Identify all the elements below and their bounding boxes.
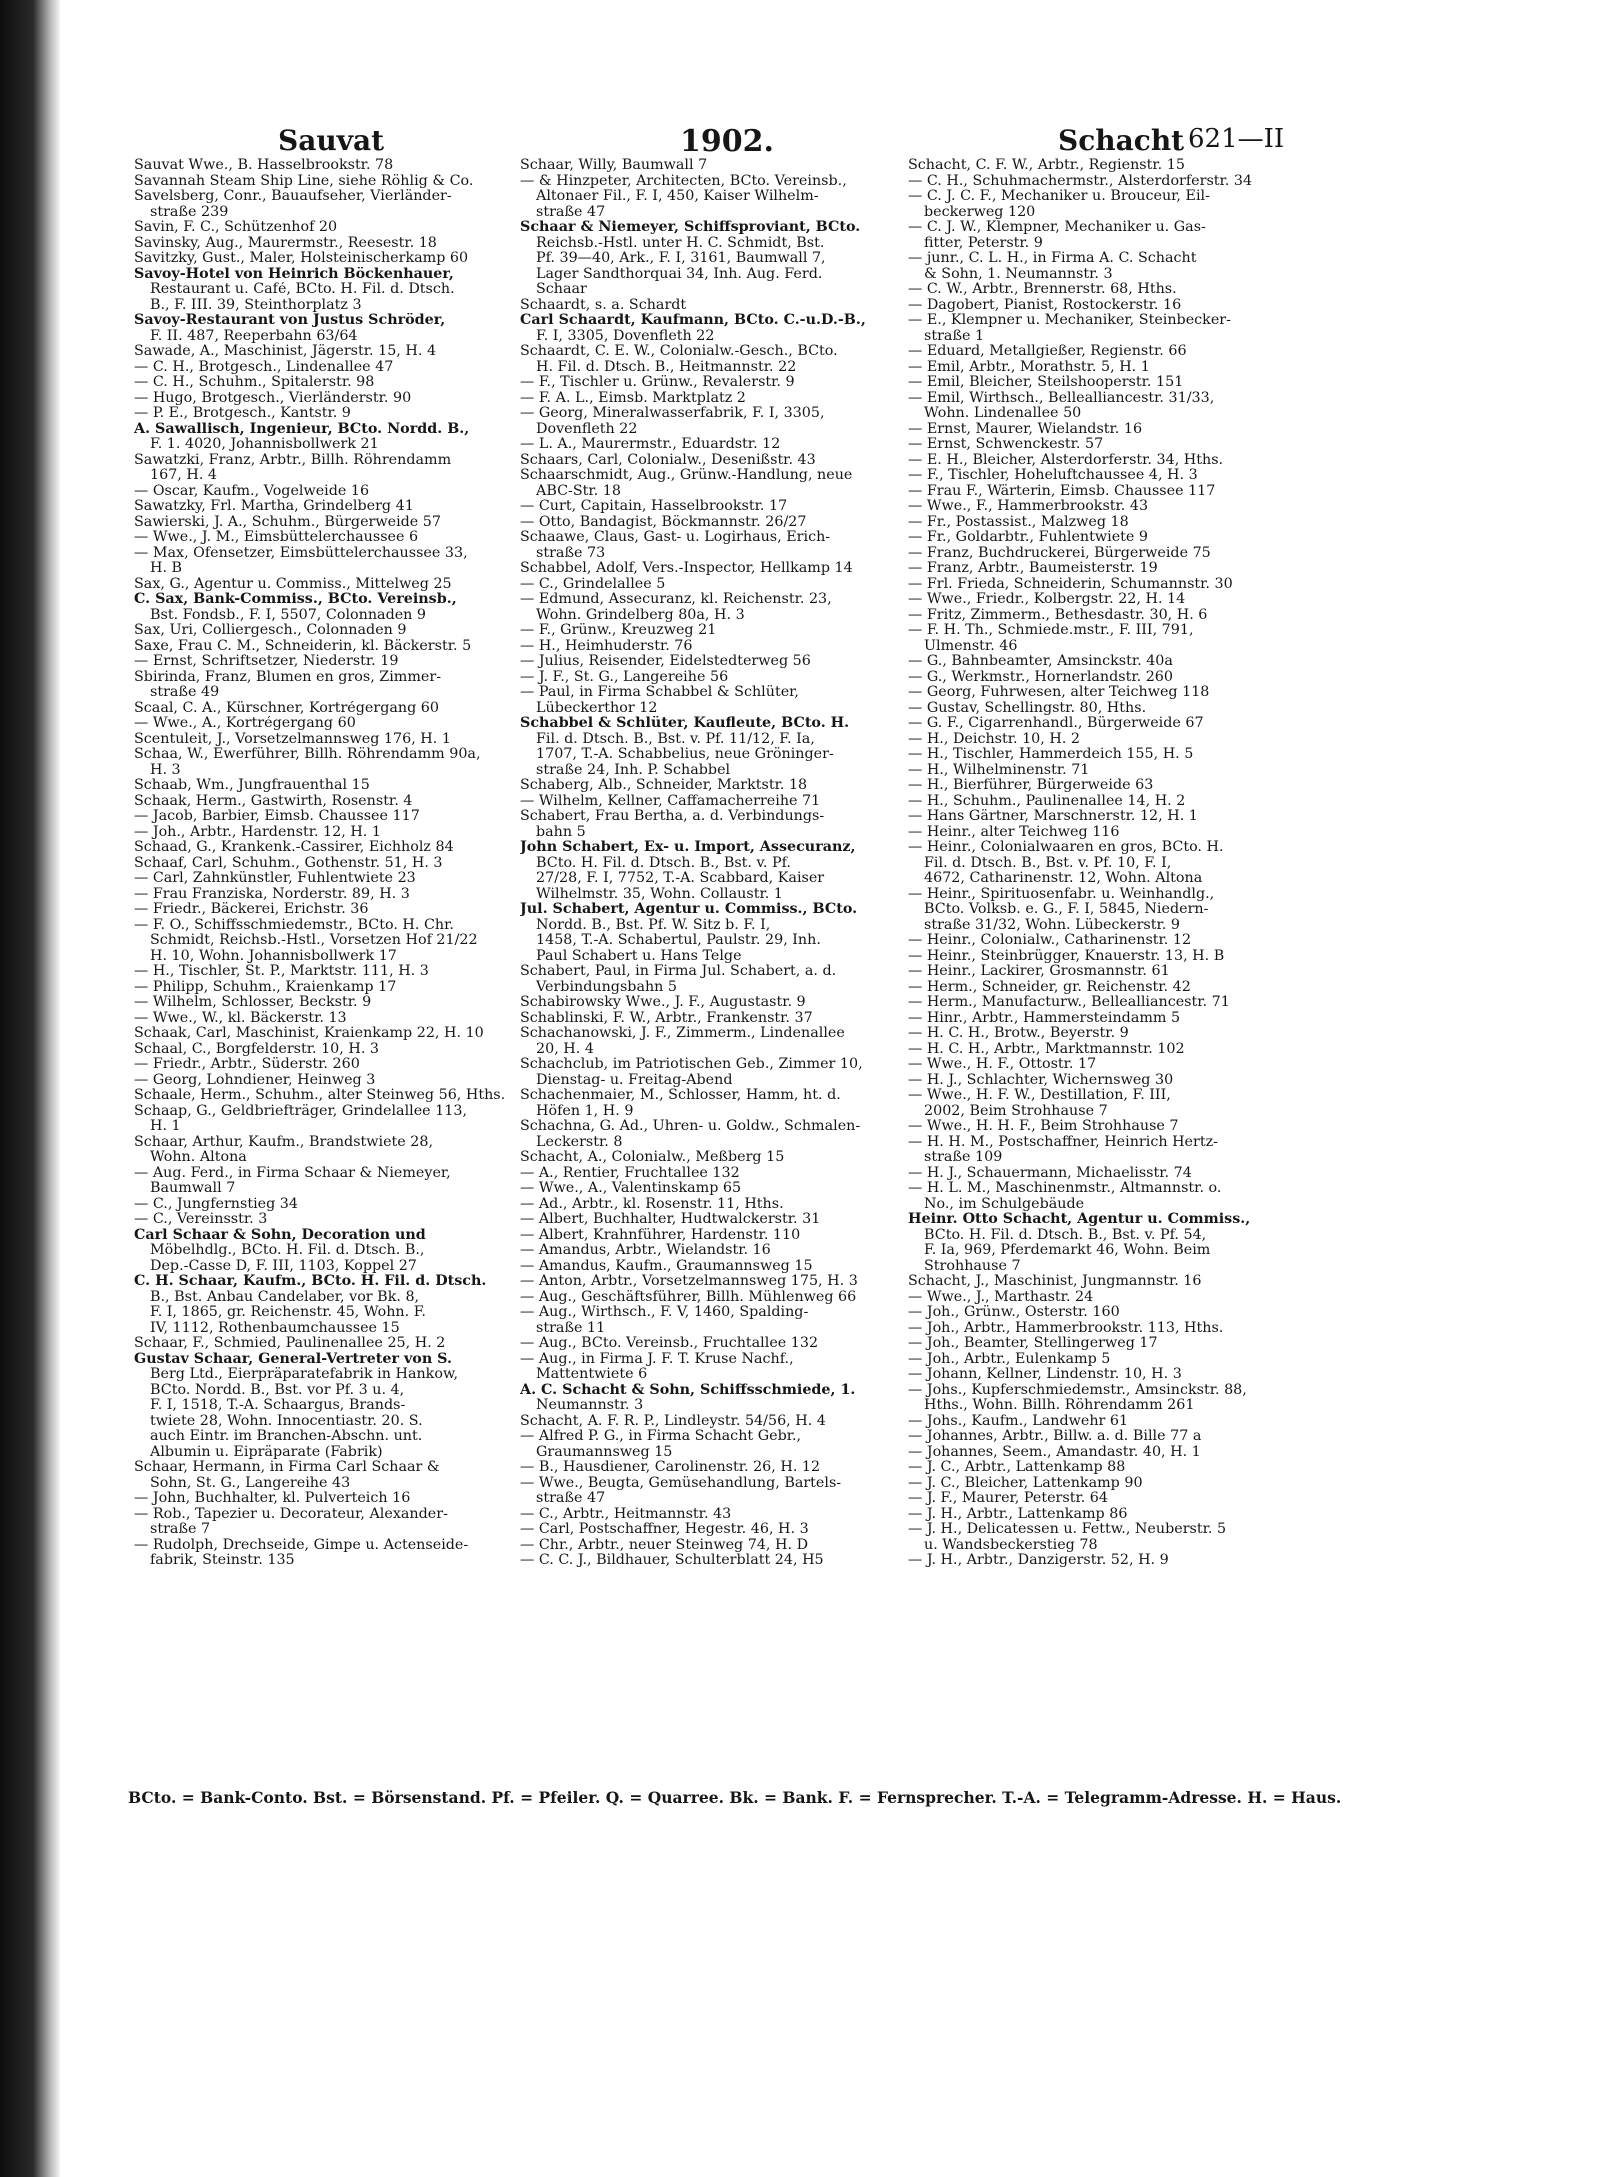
header-left-keyword: Sauvat bbox=[278, 124, 385, 157]
directory-entry-line: — J. C., Bleicher, Lattenkamp 90 bbox=[908, 1475, 1143, 1491]
directory-entry-line: Altonaer Fil., F. I, 450, Kaiser Wilhelm- bbox=[536, 189, 819, 204]
directory-entry-line: — L. A., Maurermstr., Eduardstr. 12 bbox=[520, 437, 781, 452]
directory-entry-line: Schacht, J., Maschinist, Jungmannstr. 16 bbox=[908, 1274, 1202, 1289]
directory-entry-line: Paul Schabert u. Hans Telge bbox=[536, 948, 742, 964]
directory-entry-line: — H. C. H., Brotw., Beyerstr. 9 bbox=[908, 1026, 1129, 1041]
directory-entry-line: — Alfred P. G., in Firma Schacht Gebr., bbox=[520, 1429, 802, 1444]
directory-entry-line: fabrik, Steinstr. 135 bbox=[150, 1553, 295, 1568]
directory-entry-line: — Joh., Beamter, Stellingerweg 17 bbox=[908, 1336, 1158, 1351]
directory-entry-line: — C. J. W., Klempner, Mechaniker u. Gas- bbox=[908, 220, 1206, 235]
directory-entry-line: Carl Schaardt, Kaufmann, BCto. C.-u.D.-B., bbox=[520, 313, 866, 328]
directory-entry-line: straße 7 bbox=[150, 1522, 211, 1537]
directory-entry-line: — Ernst, Schriftsetzer, Niederstr. 19 bbox=[134, 654, 399, 669]
directory-entry-line: — Dagobert, Pianist, Rostockerstr. 16 bbox=[908, 297, 1182, 313]
directory-entry-line: — Joh., Grünw., Osterstr. 160 bbox=[908, 1305, 1120, 1320]
directory-entry-line: Schaal, C., Borgfelderstr. 10, H. 3 bbox=[134, 1041, 380, 1057]
directory-entry-line: — J. H., Arbtr., Danzigerstr. 52, H. 9 bbox=[908, 1553, 1169, 1568]
directory-entry-line: A. Sawallisch, Ingenieur, BCto. Nordd. B., bbox=[134, 421, 470, 437]
header-year: 1902. bbox=[680, 124, 774, 159]
directory-entry-line: 167, H. 4 bbox=[150, 468, 218, 483]
directory-entry-line: — Franz, Arbtr., Baumeisterstr. 19 bbox=[908, 561, 1158, 576]
directory-entry-line: straße 49 bbox=[150, 685, 220, 700]
directory-entry-line: beckerweg 120 bbox=[924, 204, 1036, 220]
directory-entry-line: BCto. Volksb. e. G., F. I, 5845, Niedern- bbox=[924, 902, 1209, 917]
directory-entry-line: — C. C. J., Bildhauer, Schulterblatt 24, H5 bbox=[520, 1553, 824, 1568]
directory-entry-line: — Carl, Postschaffner, Hegestr. 46, H. 3 bbox=[520, 1522, 809, 1537]
directory-entry-line: 27/28, F. I, 7752, T.-A. Scabbard, Kaiser bbox=[536, 871, 825, 886]
directory-entry-line: — G., Bahnbeamter, Amsinckstr. 40a bbox=[908, 654, 1173, 669]
directory-entry-line: — Johann, Kellner, Lindenstr. 10, H. 3 bbox=[908, 1367, 1182, 1382]
directory-entry-line: Sauvat Wwe., B. Hasselbrookstr. 78 bbox=[134, 158, 394, 173]
directory-entry-line: auch Eintr. im Branchen-Abschn. unt. bbox=[150, 1429, 423, 1444]
directory-entry-line: — Rudolph, Drechseide, Gimpe u. Actenseide- bbox=[134, 1537, 469, 1553]
directory-entry-line: — Otto, Bandagist, Böckmannstr. 26/27 bbox=[520, 514, 807, 530]
directory-entry-line: BCto. H. Fil. d. Dtsch. B., Bst. v. Pf. 54, bbox=[924, 1227, 1207, 1243]
directory-entry-line: 1707, T.-A. Schabbelius, neue Gröninger- bbox=[536, 747, 834, 762]
directory-entry-line: Wohn. Altona bbox=[150, 1150, 247, 1165]
column-right bbox=[908, 158, 1286, 1569]
directory-entry-line: & Sohn, 1. Neumannstr. 3 bbox=[924, 266, 1113, 282]
directory-entry-line: — Joh., Arbtr., Hardenstr. 12, H. 1 bbox=[134, 824, 381, 840]
directory-entry-line: — Aug., Geschäftsführer, Billh. Mühlenweg 66 bbox=[520, 1289, 857, 1305]
directory-entry-line: — Chr., Arbtr., neuer Steinweg 74, H. D bbox=[520, 1537, 809, 1553]
directory-entry-line: — H. J., Schauermann, Michaelisstr. 74 bbox=[908, 1165, 1192, 1181]
directory-entry-line: — Hans Gärtner, Marschnerstr. 12, H. 1 bbox=[908, 809, 1198, 824]
directory-entry-line: F. I, 1865, gr. Reichenstr. 45, Wohn. F. bbox=[150, 1305, 426, 1320]
directory-entry-line: — Herm., Schneider, gr. Reichenstr. 42 bbox=[908, 979, 1191, 995]
directory-entry-line: Lager Sandthorquai 34, Inh. Aug. Ferd. bbox=[536, 266, 823, 282]
directory-entry-line: Schaardt, C. E. W., Colonialw.-Gesch., BCto. bbox=[520, 344, 838, 359]
directory-entry-line: — Wwe., Friedr., Kolbergstr. 22, H. 14 bbox=[908, 592, 1186, 607]
directory-entry-line: B., Bst. Anbau Candelaber, vor Bk. 8, bbox=[150, 1289, 420, 1305]
directory-entry-line: Schaab, Wm., Jungfrauenthal 15 bbox=[134, 778, 370, 793]
directory-entry-line: — Franz, Buchdruckerei, Bürgerweide 75 bbox=[908, 545, 1211, 561]
directory-entry-line: — Wwe., J. M., Eimsbüttelerchaussee 6 bbox=[134, 530, 419, 545]
directory-entry-line: F. I, 1518, T.-A. Schaargus, Brands- bbox=[150, 1398, 406, 1413]
directory-entry-line: Verbindungsbahn 5 bbox=[536, 979, 678, 995]
directory-entry-line: Savin, F. C., Schützenhof 20 bbox=[134, 220, 338, 235]
directory-entry-line: — C., Grindelallee 5 bbox=[520, 576, 666, 592]
directory-entry-line: — junr., C. L. H., in Firma A. C. Schacht bbox=[908, 251, 1197, 266]
directory-entry-line: — Aug., in Firma J. F. T. Kruse Nachf., bbox=[520, 1351, 794, 1367]
directory-entry-line: Schaak, Carl, Maschinist, Kraienkamp 22, H. 10 bbox=[134, 1026, 484, 1041]
directory-entry-line: — Amandus, Kaufm., Graumannsweg 15 bbox=[520, 1258, 813, 1274]
directory-entry-line: — Aug., Wirthsch., F. V, 1460, Spalding- bbox=[520, 1305, 809, 1320]
directory-entry-line: — Emil, Wirthsch., Bellealliancestr. 31/33, bbox=[908, 390, 1215, 406]
directory-entry-line: Schacht, A., Colonialw., Meßberg 15 bbox=[520, 1150, 785, 1165]
directory-entry-line: Schaap, G., Geldbriefträger, Grindelallee 113, bbox=[134, 1103, 468, 1119]
directory-entry-line: Höfen 1, H. 9 bbox=[536, 1103, 634, 1119]
directory-entry-line: bahn 5 bbox=[536, 824, 586, 840]
directory-entry-line: Schabert, Frau Bertha, a. d. Verbindungs- bbox=[520, 809, 825, 824]
directory-entry-line: — Anton, Arbtr., Vorsetzelmannsweg 175, H. 3 bbox=[520, 1274, 858, 1289]
directory-entry-line: IV, 1112, Rothenbaumchaussee 15 bbox=[150, 1320, 400, 1336]
directory-entry-line: — Wilhelm, Kellner, Caffamacherreihe 71 bbox=[520, 793, 821, 809]
directory-entry-line: — Wwe., A., Kortrégergang 60 bbox=[134, 716, 356, 731]
directory-entry-line: — Herm., Manufacturw., Bellealliancestr. 71 bbox=[908, 995, 1230, 1010]
directory-entry-line: Scentuleit, J., Vorsetzelmannsweg 176, H. 1 bbox=[134, 731, 451, 747]
scan-edge bbox=[0, 0, 60, 2177]
directory-entry-line: — H. H. M., Postschaffner, Heinrich Hertz- bbox=[908, 1134, 1218, 1150]
page-number: 621—II bbox=[1188, 124, 1285, 154]
directory-entry-line: — F., Grünw., Kreuzweg 21 bbox=[520, 623, 717, 638]
directory-entry-line: Baumwall 7 bbox=[150, 1181, 236, 1196]
directory-entry-line: BCto. Nordd. B., Bst. vor Pf. 3 u. 4, bbox=[150, 1382, 405, 1398]
directory-entry-line: — Joh., Arbtr., Hammerbrookstr. 113, Hths. bbox=[908, 1320, 1224, 1336]
directory-entry-line: — Johannes, Arbtr., Billw. a. d. Bille 77 a bbox=[908, 1429, 1202, 1444]
directory-entry-line: Schaar & Niemeyer, Schiffsproviant, BCto. bbox=[520, 220, 861, 235]
directory-entry-line: — E., Klempner u. Mechaniker, Steinbecker- bbox=[908, 313, 1231, 328]
directory-entry-line: Carl Schaar & Sohn, Decoration und bbox=[134, 1227, 426, 1243]
directory-entry-line: — Heinr., Lackirer, Grosmannstr. 61 bbox=[908, 964, 1170, 979]
directory-entry-line: Schaar, Willy, Baumwall 7 bbox=[520, 158, 708, 173]
directory-entry-line: straße 47 bbox=[536, 204, 606, 220]
directory-entry-line: — P. E., Brotgesch., Kantstr. 9 bbox=[134, 406, 351, 421]
directory-entry-line: — H. C. H., Arbtr., Marktmannstr. 102 bbox=[908, 1041, 1185, 1057]
directory-entry-line: — H., Deichstr. 10, H. 2 bbox=[908, 731, 1081, 747]
directory-entry-line: Leckerstr. 8 bbox=[536, 1134, 623, 1150]
directory-entry-line: — F. H. Th., Schmiede.mstr., F. III, 791, bbox=[908, 623, 1194, 638]
directory-entry-line: Savelsberg, Conr., Bauaufseher, Vierländer- bbox=[134, 189, 452, 204]
column-left bbox=[134, 158, 512, 1569]
directory-entry-line: Fil. d. Dtsch. B., Bst. v. Pf. 11/12, F. Ia, bbox=[536, 731, 815, 747]
directory-entry-line: — Frau Franziska, Norderstr. 89, H. 3 bbox=[134, 886, 410, 902]
directory-page bbox=[128, 112, 1342, 1852]
directory-entry-line: — Rob., Tapezier u. Decorateur, Alexander- bbox=[134, 1506, 448, 1522]
directory-entry-line: B., F. III. 39, Steinthorplatz 3 bbox=[150, 297, 362, 313]
directory-entry-line: — H. L. M., Maschinenmstr., Altmannstr. o. bbox=[908, 1181, 1222, 1196]
directory-entry-line: Lübeckerthor 12 bbox=[536, 700, 658, 716]
directory-entry-line: — Heinr., Colonialwaaren en gros, BCto. H. bbox=[908, 840, 1224, 855]
directory-entry-line: Schachenmaier, M., Schlosser, Hamm, ht. d. bbox=[520, 1088, 841, 1103]
directory-entry-line: — Aug., BCto. Vereinsb., Fruchtallee 132 bbox=[520, 1336, 819, 1351]
directory-entry-line: — J. H., Delicatessen u. Fettw., Neuberstr. 5 bbox=[908, 1522, 1227, 1537]
directory-entry-line: Dep.-Casse D, F. III, 1103, Koppel 27 bbox=[150, 1258, 417, 1274]
directory-entry-line: — Julius, Reisender, Eidelstedterweg 56 bbox=[520, 654, 811, 669]
directory-entry-line: — Wwe., J., Marthastr. 24 bbox=[908, 1289, 1094, 1305]
directory-entry-line: Sax, Uri, Colliergesch., Colonnaden 9 bbox=[134, 623, 407, 638]
directory-entry-line: — Amandus, Arbtr., Wielandstr. 16 bbox=[520, 1243, 771, 1258]
directory-entry-line: — Heinr., Spirituosenfabr. u. Weinhandlg., bbox=[908, 886, 1215, 902]
directory-entry-line: F. Ia, 969, Pferdemarkt 46, Wohn. Beim bbox=[924, 1243, 1211, 1258]
directory-entry-line: Savoy-Hotel von Heinrich Böckenhauer, bbox=[134, 266, 454, 282]
directory-entry-line: — Eduard, Metallgießer, Regienstr. 66 bbox=[908, 344, 1187, 359]
directory-entry-line: Reichsb.-Hstl. unter H. C. Schmidt, Bst. bbox=[536, 235, 825, 251]
directory-entry-line: H. B bbox=[150, 561, 183, 576]
directory-entry-line: — C. W., Arbtr., Brennerstr. 68, Hths. bbox=[908, 282, 1177, 297]
directory-entry-line: 4672, Catharinenstr. 12, Wohn. Altona bbox=[924, 871, 1203, 886]
directory-entry-line: C. H. Schaar, Kaufm., BCto. H. Fil. d. Dtsch. bbox=[134, 1274, 487, 1289]
directory-entry-line: Hths., Wohn. Billh. Röhrendamm 261 bbox=[924, 1398, 1195, 1413]
directory-entry-line: — J. C., Arbtr., Lattenkamp 88 bbox=[908, 1460, 1126, 1475]
directory-entry-line: twiete 28, Wohn. Innocentiastr. 20. S. bbox=[150, 1413, 423, 1429]
directory-entry-line: — B., Hausdiener, Carolinenstr. 26, H. 12 bbox=[520, 1460, 821, 1475]
directory-entry-line: — Wwe., H. F., Ottostr. 17 bbox=[908, 1057, 1097, 1072]
directory-entry-line: — Paul, in Firma Schabbel & Schlüter, bbox=[520, 685, 799, 700]
header-right-keyword: Schacht bbox=[1058, 124, 1185, 157]
directory-entry-line: — H., Bierführer, Bürgerweide 63 bbox=[908, 778, 1154, 793]
abbreviation-legend: BCto. = Bank-Conto. Bst. = Börsenstand. Pf. = Pfeiler. Q. = Quarree. Bk. = Bank. F. = Fernsprecher. T.-A. = Telegramm-Adresse. H. = Haus. bbox=[128, 1788, 1342, 1807]
directory-entry-line: Möbelhdlg., BCto. H. Fil. d. Dtsch. B., bbox=[150, 1243, 425, 1258]
directory-entry-line: Schablinski, F. W., Arbtr., Frankenstr. 37 bbox=[520, 1010, 813, 1026]
directory-entry-line: Sawade, A., Maschinist, Jägerstr. 15, H. 4 bbox=[134, 344, 437, 359]
directory-entry-line: — Albert, Buchhalter, Hudtwalckerstr. 31 bbox=[520, 1212, 821, 1227]
directory-entry-line: — Georg, Fuhrwesen, alter Teichweg 118 bbox=[908, 685, 1210, 700]
directory-entry-line: — C., Jungfernstieg 34 bbox=[134, 1196, 299, 1212]
directory-entry-line: — C. H., Schuhm., Spitalerstr. 98 bbox=[134, 375, 375, 390]
directory-entry-line: — Heinr., Steinbrügger, Knauerstr. 13, H. B bbox=[908, 948, 1225, 964]
directory-entry-line: No., im Schulgebäude bbox=[924, 1196, 1085, 1212]
directory-entry-line: — J. H., Arbtr., Lattenkamp 86 bbox=[908, 1506, 1128, 1522]
directory-entry-line: Restaurant u. Café, BCto. H. Fil. d. Dtsch. bbox=[150, 282, 455, 297]
directory-entry-line: Fil. d. Dtsch. B., Bst. v. Pf. 10, F. I, bbox=[924, 855, 1172, 871]
directory-entry-line: — H., Tischler, Hammerdeich 155, H. 5 bbox=[908, 747, 1194, 762]
directory-entry-line: Schaar bbox=[536, 282, 587, 297]
directory-entry-line: — Emil, Arbtr., Morathstr. 5, H. 1 bbox=[908, 359, 1150, 375]
directory-entry-line: straße 11 bbox=[536, 1320, 606, 1336]
directory-entry-line: F. II. 487, Reeperbahn 63/64 bbox=[150, 328, 358, 344]
directory-entry-line: Savannah Steam Ship Line, siehe Röhlig & Co. bbox=[134, 173, 474, 189]
directory-entry-line: Schaars, Carl, Colonialw., Desenißstr. 43 bbox=[520, 452, 816, 468]
directory-entry-line: — E. H., Bleicher, Alsterdorferstr. 34, Hths. bbox=[908, 452, 1224, 468]
directory-entry-line: Schachanowski, J. F., Zimmerm., Lindenallee bbox=[520, 1026, 845, 1041]
directory-entry-line: — Johs., Kaufm., Landwehr 61 bbox=[908, 1413, 1129, 1429]
directory-entry-line: Schabbel, Adolf, Vers.-Inspector, Hellkamp 14 bbox=[520, 561, 853, 576]
directory-entry-line: Neumannstr. 3 bbox=[536, 1398, 644, 1413]
directory-entry-line: Schmidt, Reichsb.-Hstl., Vorsetzen Hof 21/22 bbox=[150, 933, 478, 948]
directory-entry-line: — H., Wilhelminenstr. 71 bbox=[908, 762, 1090, 778]
directory-entry-line: — Wwe., F., Hammerbrookstr. 43 bbox=[908, 499, 1149, 514]
directory-entry-line: Schaad, G., Krankenk.-Cassirer, Eichholz 84 bbox=[134, 840, 454, 855]
directory-entry-line: — Fr., Goldarbtr., Fuhlentwiete 9 bbox=[908, 530, 1149, 545]
directory-entry-line: ABC-Str. 18 bbox=[536, 483, 621, 499]
directory-entry-line: — J. F., St. G., Langereihe 56 bbox=[520, 669, 729, 685]
directory-entry-line: — Johannes, Seem., Amandastr. 40, H. 1 bbox=[908, 1444, 1201, 1460]
directory-entry-line: — H. J., Schlachter, Wichernsweg 30 bbox=[908, 1072, 1174, 1088]
directory-entry-line: — Georg, Lohndiener, Heinweg 3 bbox=[134, 1072, 376, 1088]
directory-entry-line: Savinsky, Aug., Maurermstr., Reesestr. 18 bbox=[134, 235, 437, 251]
directory-entry-line: Strohhause 7 bbox=[924, 1258, 1021, 1274]
directory-entry-line: straße 239 bbox=[150, 204, 229, 220]
directory-entry-line: Savoy-Restaurant von Justus Schröder, bbox=[134, 313, 446, 328]
directory-entry-line: — Heinr., Colonialw., Catharinenstr. 12 bbox=[908, 933, 1192, 948]
directory-entry-line: straße 47 bbox=[536, 1491, 606, 1506]
directory-entry-line: Graumannsweg 15 bbox=[536, 1444, 673, 1460]
directory-entry-line: Pf. 39—40, Ark., F. I, 3161, Baumwall 7, bbox=[536, 251, 826, 266]
directory-entry-line: Schaa, W., Ewerführer, Billh. Röhrendamm 90a, bbox=[134, 747, 481, 762]
directory-entry-line: — Friedr., Arbtr., Süderstr. 260 bbox=[134, 1057, 360, 1072]
directory-entry-line: Schaar, Arthur, Kaufm., Brandstwiete 28, bbox=[134, 1134, 434, 1150]
directory-entry-line: — Emil, Bleicher, Steilshooperstr. 151 bbox=[908, 375, 1184, 390]
directory-entry-line: John Schabert, Ex- u. Import, Assecuranz, bbox=[520, 840, 856, 855]
directory-entry-line: — Aug. Ferd., in Firma Schaar & Niemeyer, bbox=[134, 1165, 451, 1181]
directory-entry-line: — Jacob, Barbier, Eimsb. Chaussee 117 bbox=[134, 809, 420, 824]
directory-entry-line: — John, Buchhalter, kl. Pulverteich 16 bbox=[134, 1491, 411, 1506]
directory-entry-line: Sohn, St. G., Langereihe 43 bbox=[150, 1475, 351, 1491]
directory-entry-line: — Georg, Mineralwasserfabrik, F. I, 3305, bbox=[520, 406, 825, 421]
directory-entry-line: straße 31/32, Wohn. Lübeckerstr. 9 bbox=[924, 917, 1180, 933]
directory-entry-line: Schaar, Hermann, in Firma Carl Schaar & bbox=[134, 1460, 440, 1475]
directory-entry-line: Mattentwiete 6 bbox=[536, 1367, 648, 1382]
directory-entry-line: — Edmund, Assecuranz, kl. Reichenstr. 23, bbox=[520, 592, 832, 607]
directory-entry-line: 20, H. 4 bbox=[536, 1041, 594, 1057]
directory-entry-line: — C. H., Brotgesch., Lindenallee 47 bbox=[134, 359, 394, 375]
directory-entry-line: — G., Werkmstr., Hornerlandstr. 260 bbox=[908, 669, 1174, 685]
directory-entry-line: — Hugo, Brotgesch., Vierländerstr. 90 bbox=[134, 390, 412, 406]
directory-entry-line: straße 73 bbox=[536, 545, 606, 561]
directory-entry-line: Sawatzky, Frl. Martha, Grindelberg 41 bbox=[134, 499, 414, 514]
directory-entry-line: — Joh., Arbtr., Eulenkamp 5 bbox=[908, 1351, 1111, 1367]
directory-entry-line: Saxe, Frau C. M., Schneiderin, kl. Bäckerstr. 5 bbox=[134, 638, 472, 654]
directory-entry-line: Heinr. Otto Schacht, Agentur u. Commiss., bbox=[908, 1212, 1251, 1227]
directory-entry-line: — Max, Ofensetzer, Eimsbüttelerchaussee 33, bbox=[134, 545, 468, 561]
directory-entry-line: — Wwe., H. H. F., Beim Strohhause 7 bbox=[908, 1119, 1179, 1134]
directory-entry-line: — Albert, Krahnführer, Hardenstr. 110 bbox=[520, 1227, 801, 1243]
directory-entry-line: — Curt, Capitain, Hasselbrookstr. 17 bbox=[520, 499, 788, 514]
directory-entry-line: straße 1 bbox=[924, 328, 985, 344]
directory-entry-line: — Carl, Zahnkünstler, Fuhlentwiete 23 bbox=[134, 871, 416, 886]
directory-entry-line: Sbirinda, Franz, Blumen en gros, Zimmer- bbox=[134, 669, 442, 685]
directory-entry-line: H. Fil. d. Dtsch. B., Heitmannstr. 22 bbox=[536, 359, 797, 375]
directory-entry-line: — J. F., Maurer, Peterstr. 64 bbox=[908, 1491, 1109, 1506]
directory-entry-line: Schachna, G. Ad., Uhren- u. Goldw., Schmalen- bbox=[520, 1119, 861, 1134]
directory-entry-line: Schaaf, Carl, Schuhm., Gothenstr. 51, H. 3 bbox=[134, 855, 443, 871]
directory-entry-line: F. I, 3305, Dovenfleth 22 bbox=[536, 328, 715, 344]
directory-entry-line: straße 24, Inh. P. Schabbel bbox=[536, 762, 731, 778]
directory-entry-line: — A., Rentier, Fruchtallee 132 bbox=[520, 1165, 740, 1181]
directory-entry-line: Schaak, Herm., Gastwirth, Rosenstr. 4 bbox=[134, 793, 413, 809]
directory-entry-line: Schacht, C. F. W., Arbtr., Regienstr. 15 bbox=[908, 158, 1185, 173]
directory-entry-line: — F. A. L., Eimsb. Marktplatz 2 bbox=[520, 390, 746, 406]
directory-entry-line: — Fritz, Zimmerm., Bethesdastr. 30, H. 6 bbox=[908, 607, 1208, 623]
directory-entry-line: — H., Tischler, St. P., Marktstr. 111, H. 3 bbox=[134, 964, 429, 979]
directory-entry-line: F. 1. 4020, Johannisbollwerk 21 bbox=[150, 437, 379, 452]
directory-entry-line: fitter, Peterstr. 9 bbox=[924, 235, 1043, 251]
directory-entry-line: Schabert, Paul, in Firma Jul. Schabert, a. d. bbox=[520, 964, 837, 979]
directory-entry-line: Berg Ltd., Eierpräparatefabrik in Hankow, bbox=[150, 1367, 459, 1382]
directory-entry-line: H. 3 bbox=[150, 762, 181, 778]
directory-entry-line: — C. H., Schuhmachermstr., Alsterdorferstr. 34 bbox=[908, 173, 1253, 189]
directory-entry-line: — H., Schuhm., Paulinenallee 14, H. 2 bbox=[908, 793, 1186, 809]
directory-entry-line: — Ernst, Maurer, Wielandstr. 16 bbox=[908, 421, 1143, 437]
directory-entry-line: Scaal, C. A., Kürschner, Kortrégergang 60 bbox=[134, 700, 439, 716]
directory-entry-line: — F. O., Schiffsschmiedemstr., BCto. H. Chr. bbox=[134, 917, 454, 933]
directory-entry-line: BCto. H. Fil. d. Dtsch. B., Bst. v. Pf. bbox=[536, 855, 791, 871]
directory-entry-line: — Gustav, Schellingstr. 80, Hths. bbox=[908, 700, 1147, 716]
directory-entry-line: Ulmenstr. 46 bbox=[924, 638, 1018, 654]
directory-entry-line: — G. F., Cigarrenhandl., Bürgerweide 67 bbox=[908, 716, 1204, 731]
directory-entry-line: Schabirowsky Wwe., J. F., Augustastr. 9 bbox=[520, 995, 806, 1010]
directory-entry-line: — Johs., Kupferschmiedemstr., Amsinckstr. 88, bbox=[908, 1382, 1247, 1398]
directory-entry-line: — Philipp, Schuhm., Kraienkamp 17 bbox=[134, 979, 397, 995]
directory-entry-line: Wilhelmstr. 35, Wohn. Collaustr. 1 bbox=[536, 886, 783, 902]
directory-entry-line: Schaardt, s. a. Schardt bbox=[520, 297, 687, 313]
directory-entry-line: — Wwe., A., Valentinskamp 65 bbox=[520, 1181, 742, 1196]
directory-entry-line: H. 1 bbox=[150, 1119, 181, 1134]
directory-entry-line: — Heinr., alter Teichweg 116 bbox=[908, 824, 1120, 840]
directory-entry-line: A. C. Schacht & Sohn, Schiffsschmiede, 1. bbox=[520, 1382, 856, 1398]
directory-entry-line: Wohn. Grindelberg 80a, H. 3 bbox=[536, 607, 745, 623]
directory-entry-line: Schabbel & Schlüter, Kaufleute, BCto. H. bbox=[520, 716, 850, 731]
directory-entry-line: Schacht, A. F. R. P., Lindleystr. 54/56, H. 4 bbox=[520, 1413, 826, 1429]
directory-entry-line: u. Wandsbeckerstieg 78 bbox=[924, 1537, 1098, 1553]
directory-entry-line: Sax, G., Agentur u. Commiss., Mittelweg 25 bbox=[134, 576, 452, 592]
directory-entry-line: Sawierski, J. A., Schuhm., Bürgerweide 57 bbox=[134, 514, 441, 530]
directory-entry-line: — & Hinzpeter, Architecten, BCto. Vereinsb., bbox=[520, 173, 847, 189]
directory-entry-line: Bst. Fondsb., F. I, 5507, Colonnaden 9 bbox=[150, 607, 427, 623]
directory-entry-line: — Hinr., Arbtr., Hammersteindamm 5 bbox=[908, 1010, 1181, 1026]
directory-entry-line: — Friedr., Bäckerei, Erichstr. 36 bbox=[134, 902, 369, 917]
directory-entry-line: Wohn. Lindenallee 50 bbox=[924, 406, 1082, 421]
directory-entry-line: Dienstag- u. Freitag-Abend bbox=[536, 1072, 733, 1088]
directory-entry-line: — Wwe., H. F. W., Destillation, F. III, bbox=[908, 1088, 1171, 1103]
directory-entry-line: Jul. Schabert, Agentur u. Commiss., BCto. bbox=[520, 902, 858, 917]
directory-entry-line: Schaale, Herm., Schuhm., alter Steinweg 56, Hths. bbox=[134, 1088, 506, 1103]
directory-entry-line: 2002, Beim Strohhause 7 bbox=[924, 1103, 1108, 1119]
directory-entry-line: Albumin u. Eipräparate (Fabrik) bbox=[150, 1444, 383, 1460]
directory-entry-line: — Oscar, Kaufm., Vogelweide 16 bbox=[134, 483, 370, 499]
directory-entry-line: — Wwe., Beugta, Gemüsehandlung, Bartels- bbox=[520, 1475, 842, 1491]
directory-entry-line: — C. J. C. F., Mechaniker u. Brouceur, Eil- bbox=[908, 189, 1210, 204]
directory-entry-line: C. Sax, Bank-Commiss., BCto. Vereinsb., bbox=[134, 592, 457, 607]
directory-entry-line: — F., Tischler u. Grünw., Revalerstr. 9 bbox=[520, 375, 795, 390]
directory-entry-line: Schaberg, Alb., Schneider, Marktstr. 18 bbox=[520, 778, 808, 793]
directory-entry-line: Schaarschmidt, Aug., Grünw.-Handlung, neue bbox=[520, 468, 853, 483]
directory-entry-line: — Wilhelm, Schlosser, Beckstr. 9 bbox=[134, 995, 372, 1010]
directory-entry-line: Sawatzki, Franz, Arbtr., Billh. Röhrendamm bbox=[134, 452, 452, 468]
directory-entry-line: — Ad., Arbtr., kl. Rosenstr. 11, Hths. bbox=[520, 1196, 784, 1212]
directory-entry-line: straße 109 bbox=[924, 1150, 1003, 1165]
directory-entry-line: Savitzky, Gust., Maler, Holsteinischerkamp 60 bbox=[134, 251, 469, 266]
directory-entry-line: — Fr., Postassist., Malzweg 18 bbox=[908, 514, 1129, 530]
directory-entry-line: Schachclub, im Patriotischen Geb., Zimmer 10, bbox=[520, 1057, 863, 1072]
directory-entry-line: — C., Vereinsstr. 3 bbox=[134, 1212, 268, 1227]
directory-entry-line: — H., Heimhuderstr. 76 bbox=[520, 638, 693, 654]
directory-entry-line: Nordd. B., Bst. Pf. W. Sitz b. F. I, bbox=[536, 917, 771, 933]
directory-entry-line: Gustav Schaar, General-Vertreter von S. bbox=[134, 1351, 452, 1367]
directory-entry-line: Dovenfleth 22 bbox=[536, 421, 638, 437]
directory-entry-line: — F., Tischler, Hoheluftchaussee 4, H. 3 bbox=[908, 468, 1198, 483]
directory-entry-line: Schaawe, Claus, Gast- u. Logirhaus, Erich- bbox=[520, 530, 831, 545]
directory-entry-line: — Frl. Frieda, Schneiderin, Schumannstr. 30 bbox=[908, 576, 1233, 592]
directory-entry-line: 1458, T.-A. Schabertul, Paulstr. 29, Inh. bbox=[536, 933, 821, 948]
directory-entry-line: — Ernst, Schwenckestr. 57 bbox=[908, 437, 1104, 452]
directory-entry-line: — Wwe., W., kl. Bäckerstr. 13 bbox=[134, 1010, 347, 1026]
directory-entry-line: — C., Arbtr., Heitmannstr. 43 bbox=[520, 1506, 732, 1522]
directory-entry-line: Schaar, F., Schmied, Paulinenallee 25, H. 2 bbox=[134, 1336, 446, 1351]
column-middle bbox=[520, 158, 898, 1569]
directory-entry-line: H. 10, Wohn. Johannisbollwerk 17 bbox=[150, 948, 397, 964]
directory-entry-line: — Frau F., Wärterin, Eimsb. Chaussee 117 bbox=[908, 483, 1216, 499]
